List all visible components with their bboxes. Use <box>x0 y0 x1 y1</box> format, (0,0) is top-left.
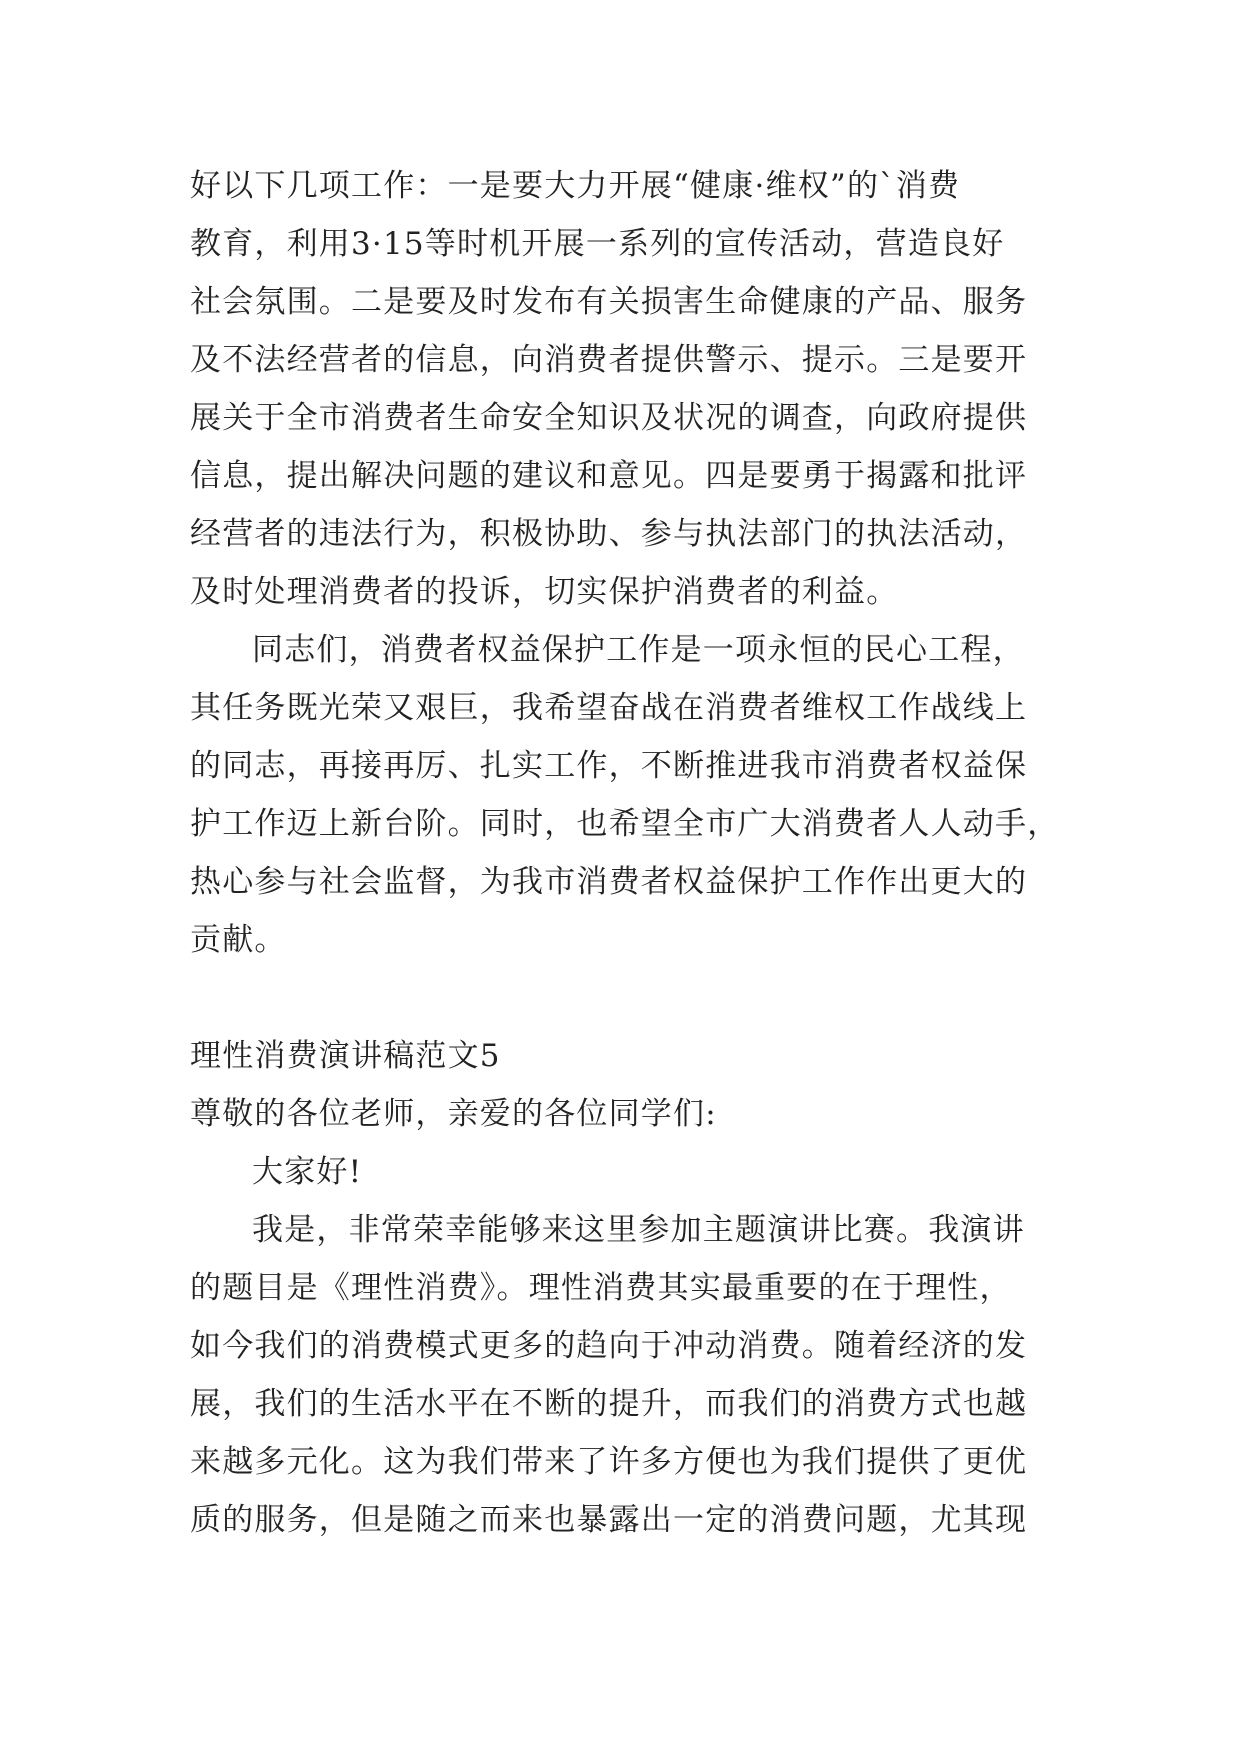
paragraph-3-line-5: 来越多元化。这为我们带来了许多方便也为我们提供了更优 <box>190 1444 1028 1480</box>
greeting: 大家好! <box>252 1154 363 1190</box>
section-title: 理性消费演讲稿范文5 <box>190 1038 501 1074</box>
paragraph-1-line-1: 好以下几项工作：一是要大力开展“健康·维权”的`消费 <box>190 168 961 204</box>
paragraph-1-line-7: 经营者的违法行为，积极协助、参与执法部门的执法活动， <box>190 516 1028 552</box>
paragraph-3-line-1: 我是，非常荣幸能够来这里参加主题演讲比赛。我演讲 <box>252 1212 1025 1248</box>
paragraph-2-line-1: 同志们，消费者权益保护工作是一项永恒的民心工程， <box>252 632 1025 668</box>
paragraph-1-line-4: 及不法经营者的信息，向消费者提供警示、提示。三是要开 <box>190 342 1028 378</box>
paragraph-2-line-6: 贡献。 <box>190 922 287 958</box>
paragraph-2-line-3: 的同志，再接再厉、扎实工作，不断推进我市消费者权益保 <box>190 748 1028 784</box>
paragraph-3-line-2: 的题目是《理性消费》。理性消费其实最重要的在于理性， <box>190 1270 1012 1306</box>
salutation: 尊敬的各位老师，亲爱的各位同学们: <box>190 1096 717 1132</box>
paragraph-1-line-2: 教育，利用3·15等时机开展一系列的宣传活动，营造良好 <box>190 226 1005 262</box>
paragraph-1-line-3: 社会氛围。二是要及时发布有关损害生命健康的产品、服务 <box>190 284 1028 320</box>
paragraph-2-line-5: 热心参与社会监督，为我市消费者权益保护工作作出更大的 <box>190 864 1028 900</box>
paragraph-1-line-6: 信息，提出解决问题的建议和意见。四是要勇于揭露和批评 <box>190 458 1028 494</box>
paragraph-3-line-6: 质的服务，但是随之而来也暴露出一定的消费问题，尤其现 <box>190 1502 1028 1538</box>
paragraph-1-line-5: 展关于全市消费者生命安全知识及状况的调查，向政府提供 <box>190 400 1028 436</box>
paragraph-1-line-8: 及时处理消费者的投诉，切实保护消费者的利益。 <box>190 574 899 610</box>
paragraph-2-line-2: 其任务既光荣又艰巨，我希望奋战在消费者维权工作战线上 <box>190 690 1028 726</box>
paragraph-3-line-4: 展，我们的生活水平在不断的提升，而我们的消费方式也越 <box>190 1386 1028 1422</box>
paragraph-2-line-4: 护工作迈上新台阶。同时，也希望全市广大消费者人人动手， <box>190 806 1060 842</box>
paragraph-3-line-3: 如今我们的消费模式更多的趋向于冲动消费。随着经济的发 <box>190 1328 1028 1364</box>
